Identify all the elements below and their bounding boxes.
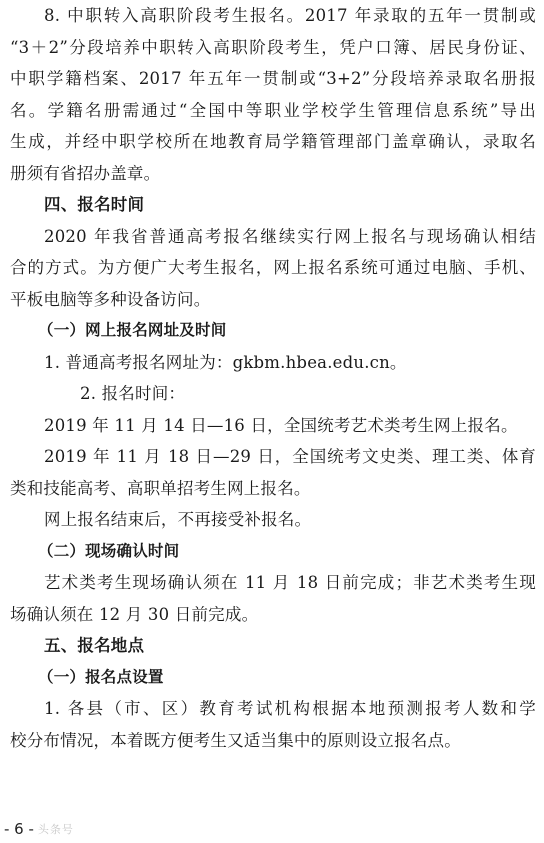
setup-paragraph [10,693,536,756]
registration-time-line: 合的方式。为方便广大考生报名，网上报名系统可通过电脑、手机、 [10,258,536,277]
confirmation-line: 艺术类考生现场确认须在 11 月 18 日前完成；非艺术类考生现 [44,573,536,592]
registration-time-line: 2020 年我省普通高考报名继续实行网上报名与现场确认相结 [44,226,536,246]
section-heading-registration-location: 五、报名地点 [44,636,145,655]
setup-line: 1. 各县（市、区）教育考试机构根据本地预测报考人数和学 [44,699,536,718]
online-art-schedule: 2019 年 11 月 14 日—16 日，全国统考艺术类考生网上报名。 [44,415,518,435]
page-number: - 6 - [4,820,34,838]
online-url-item: 1. 普通高考报名网址为：gkbm.hbea.edu.cn。 [44,352,407,372]
section-8-line: 生成，并经中职学校所在地教育局学籍管理部门盖章确认，录取名 [10,132,536,151]
page-footer [4,820,74,838]
section-8-line: 名。学籍名册需通过“全国中等职业学校学生管理信息系统”导出 [10,100,536,120]
online-time-item: 2. 报名时间： [80,384,186,403]
registration-time-line: 平板电脑等多种设备访问。 [10,289,211,309]
section-8-line: “3＋2”分段培养中职转入高职阶段考生，凭户口簿、居民身份证、 [10,37,536,57]
confirmation-paragraph [10,567,536,630]
subheading-online-registration: （一）网上报名网址及时间 [38,321,227,339]
watermark-text: 头条号 [37,823,74,836]
online-general-line: 类和技能高考、高职单招考生网上报名。 [10,478,311,498]
online-general-line: 2019 年 11 月 18 日—29 日，全国统考文史类、理工类、体育 [44,447,536,466]
online-general-schedule [10,441,536,504]
confirmation-line: 场确认须在 12 月 30 日前完成。 [10,604,259,624]
section-heading-registration-time: 四、报名时间 [44,195,145,214]
setup-line: 校分布情况，本着既方便考生又适当集中的原则设立报名点。 [10,730,461,750]
section-8-line: 8. 中职转入高职阶段考生报名。2017 年录取的五年一贯制或 [44,6,536,25]
section-8-line: 册须有省招办盖章。 [10,163,161,183]
section-8-line: 中职学籍档案、2017 年五年一贯制或“3+2”分段培养录取名册报 [10,69,536,88]
subheading-onsite-confirmation: （二）现场确认时间 [38,541,180,560]
online-end-note: 网上报名结束后，不再接受补报名。 [44,510,312,529]
subheading-registration-points: （一）报名点设置 [38,667,164,686]
registration-time-paragraph [10,221,536,316]
section-8-paragraph [10,0,536,189]
